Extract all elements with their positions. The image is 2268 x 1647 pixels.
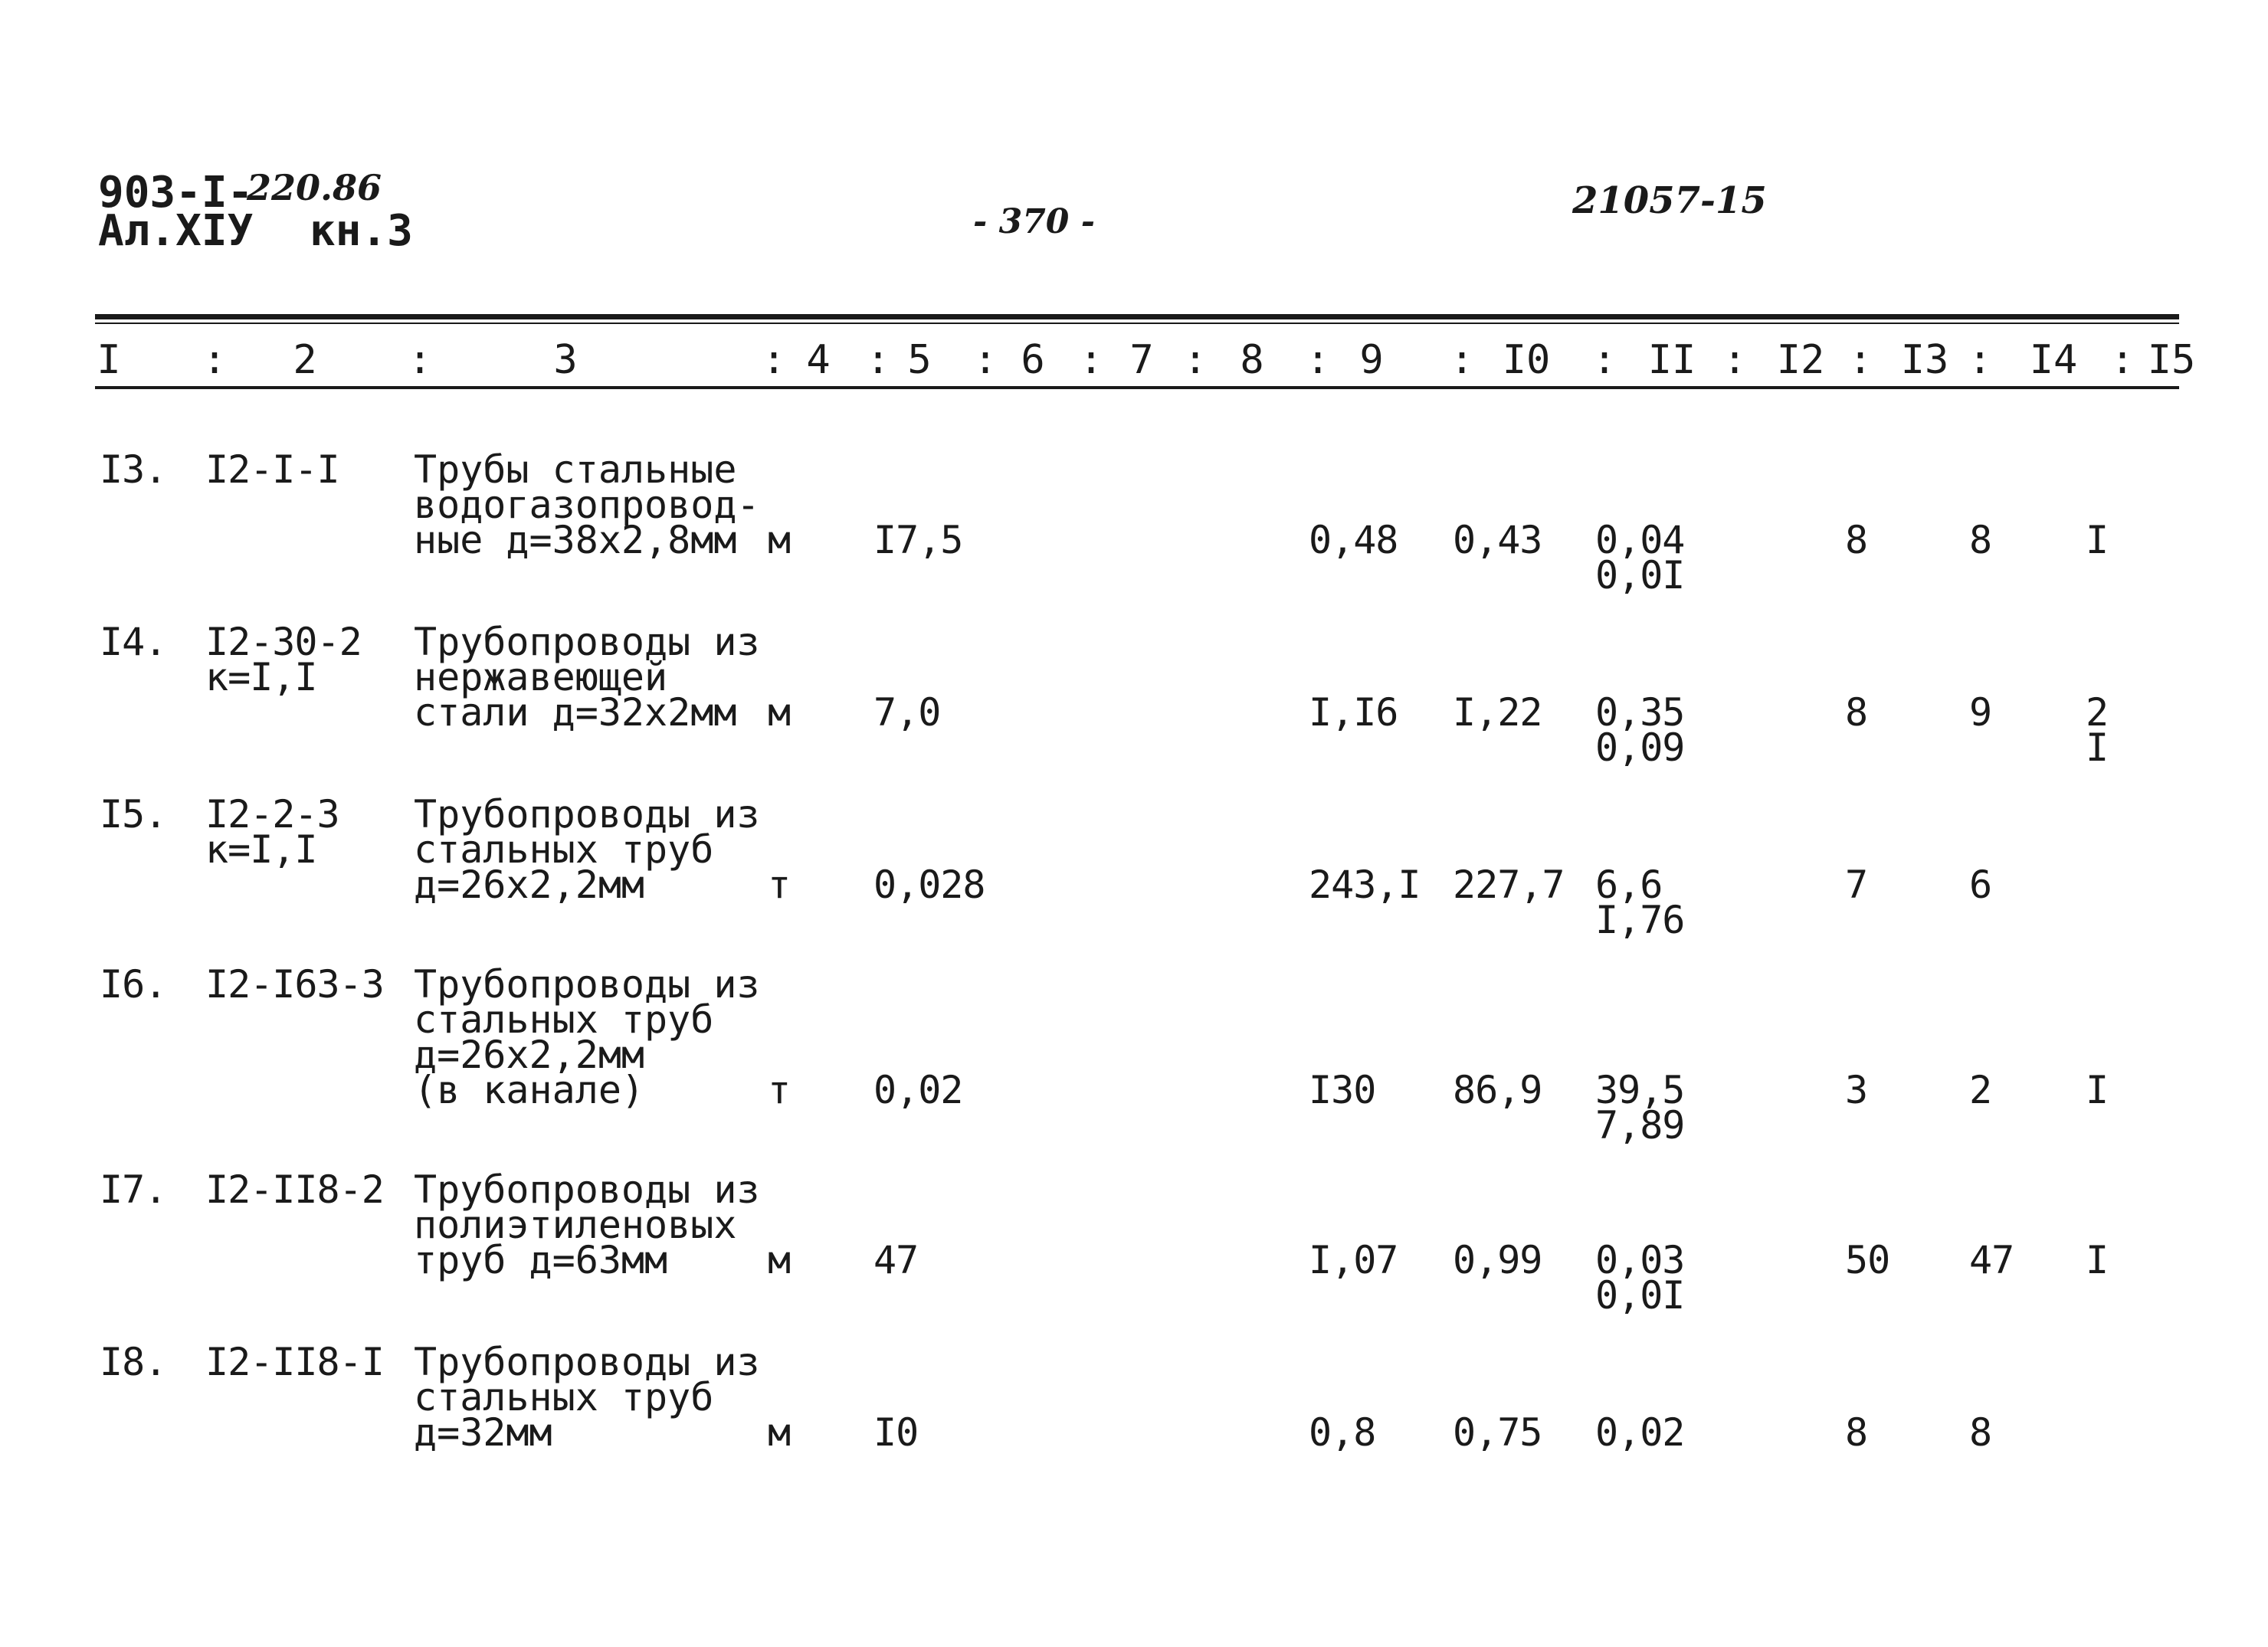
row-number: I4. [100,620,167,664]
column-separator: : [408,337,432,383]
work-name: Трубопроводы из [414,792,760,837]
col-13-value: 8 [1969,1410,1992,1455]
column-header-2: 2 [293,337,317,383]
col-12-value: 50 [1845,1238,1890,1282]
work-name: Трубопроводы из [414,962,760,1007]
column-header-13: I3 [1900,337,1949,383]
column-separator: : [1450,337,1474,383]
col-11-value: 0,03 [1595,1238,1685,1282]
col-10-value: 0,99 [1453,1238,1542,1282]
unit: м [768,1238,792,1282]
work-name: Трубы стальные [414,447,737,492]
col-9-value: 0,48 [1309,518,1398,562]
unit: м [768,518,792,562]
work-name: стальных труб [414,1375,714,1419]
col-10-value: 86,9 [1453,1068,1542,1112]
column-separator: : [762,337,786,383]
row-number: I8. [100,1340,167,1384]
column-separator: : [866,337,890,383]
col-11-value: 0,02 [1595,1410,1685,1455]
col-13-value: 2 [1969,1068,1992,1112]
quantity: 47 [873,1238,919,1282]
sheet-reference: 21057-15 [1572,179,1767,222]
work-name: стали д=32х2мм [414,690,737,735]
book-label: кн.3 [310,206,413,256]
work-name: (в канале) [414,1068,645,1112]
unit: м [768,690,792,735]
col-15-value: I [2086,518,2109,562]
col-15-value: I [2086,725,2109,770]
column-header-12: I2 [1776,337,1825,383]
header-bottom-rule [95,386,2179,389]
col-15-value: I [2086,1238,2109,1282]
col-9-value: I,07 [1309,1238,1398,1282]
column-header-14: I4 [2029,337,2078,383]
column-separator: : [1968,337,1992,383]
column-header-8: 8 [1240,337,1264,383]
price-code: I2-II8-2 [205,1167,384,1212]
unit: т [768,863,792,907]
doc-code-prefix: 903-I- [98,168,254,218]
col-12-value: 7 [1845,863,1868,907]
column-separator: : [1183,337,1208,383]
table-top-rule-thin [95,323,2179,324]
col-9-value: 0,8 [1309,1410,1376,1455]
col-11-value: 39,5 [1595,1068,1685,1112]
col-13-value: 47 [1969,1238,2014,1282]
unit: т [768,1068,792,1112]
col-9-value: 243,I [1309,863,1421,907]
price-code: I2-I-I [205,447,339,492]
work-name: д=26х2,2мм [414,863,645,907]
work-name: д=32мм [414,1410,552,1455]
quantity: I7,5 [873,518,963,562]
column-header-5: 5 [907,337,932,383]
row-number: I6. [100,962,167,1007]
column-separator: : [1722,337,1747,383]
row-number: I5. [100,792,167,837]
col-12-value: 8 [1845,690,1868,735]
price-code: к=I,I [205,655,317,699]
col-11-value: 6,6 [1595,863,1663,907]
column-separator: : [202,337,227,383]
col-12-value: 8 [1845,518,1868,562]
work-name: труб д=63мм [414,1238,668,1282]
row-number: I7. [100,1167,167,1212]
col-15-value: I [2086,1068,2109,1112]
column-separator: : [2110,337,2135,383]
quantity: 0,02 [873,1068,963,1112]
work-name: Трубопроводы из [414,1167,760,1212]
column-header-11: II [1647,337,1696,383]
column-separator: : [973,337,998,383]
price-code: I2-2-3 [205,792,339,837]
column-header-15: I5 [2147,337,2196,383]
col-10-value: 0,43 [1453,518,1542,562]
unit: м [768,1410,792,1455]
work-name: полиэтиленовых [414,1203,737,1247]
col-12-value: 8 [1845,1410,1868,1455]
column-separator: : [1848,337,1873,383]
price-code: I2-30-2 [205,620,362,664]
column-header-9: 9 [1359,337,1384,383]
work-name: стальных труб [414,827,714,872]
col-10-value: I,22 [1453,690,1542,735]
table-top-rule [95,314,2179,319]
col-9-value: I30 [1309,1068,1376,1112]
work-name: нержавеющей [414,655,668,699]
col-11-value: 0,35 [1595,690,1685,735]
col-11-value: 7,89 [1595,1103,1685,1148]
col-13-value: 8 [1969,518,1992,562]
col-11-value: 0,04 [1595,518,1685,562]
column-header-4: 4 [806,337,831,383]
col-13-value: 6 [1969,863,1992,907]
column-header-6: 6 [1021,337,1045,383]
column-separator: : [1592,337,1617,383]
column-separator: : [1079,337,1103,383]
price-code: I2-II8-I [205,1340,384,1384]
work-name: Трубопроводы из [414,620,760,664]
column-separator: : [1306,337,1330,383]
col-11-value: 0,0I [1595,1273,1685,1318]
work-name: стальных труб [414,997,714,1042]
column-header-10: I0 [1502,337,1551,383]
quantity: I0 [873,1410,919,1455]
page-number: - 370 - [973,202,1096,241]
col-13-value: 9 [1969,690,1992,735]
column-header-1: I [97,337,121,383]
doc-code-number: 220.86 [247,167,382,208]
col-11-value: 0,0I [1595,553,1685,598]
col-15-value: 2 [2086,690,2109,735]
quantity: 7,0 [873,690,941,735]
col-10-value: 227,7 [1453,863,1565,907]
col-11-value: I,76 [1595,898,1685,942]
col-11-value: 0,09 [1595,725,1685,770]
price-code: к=I,I [205,827,317,872]
work-name: Трубопроводы из [414,1340,760,1384]
row-number: I3. [100,447,167,492]
album-label: Ал.XIУ [98,206,254,256]
col-10-value: 0,75 [1453,1410,1542,1455]
price-code: I2-I63-3 [205,962,384,1007]
col-9-value: I,I6 [1309,690,1398,735]
column-header-7: 7 [1129,337,1154,383]
column-header-3: 3 [553,337,578,383]
col-12-value: 3 [1845,1068,1868,1112]
quantity: 0,028 [873,863,985,907]
work-name: водогазопровод- [414,483,760,527]
work-name: д=26х2,2мм [414,1033,645,1077]
work-name: ные д=38х2,8мм [414,518,737,562]
